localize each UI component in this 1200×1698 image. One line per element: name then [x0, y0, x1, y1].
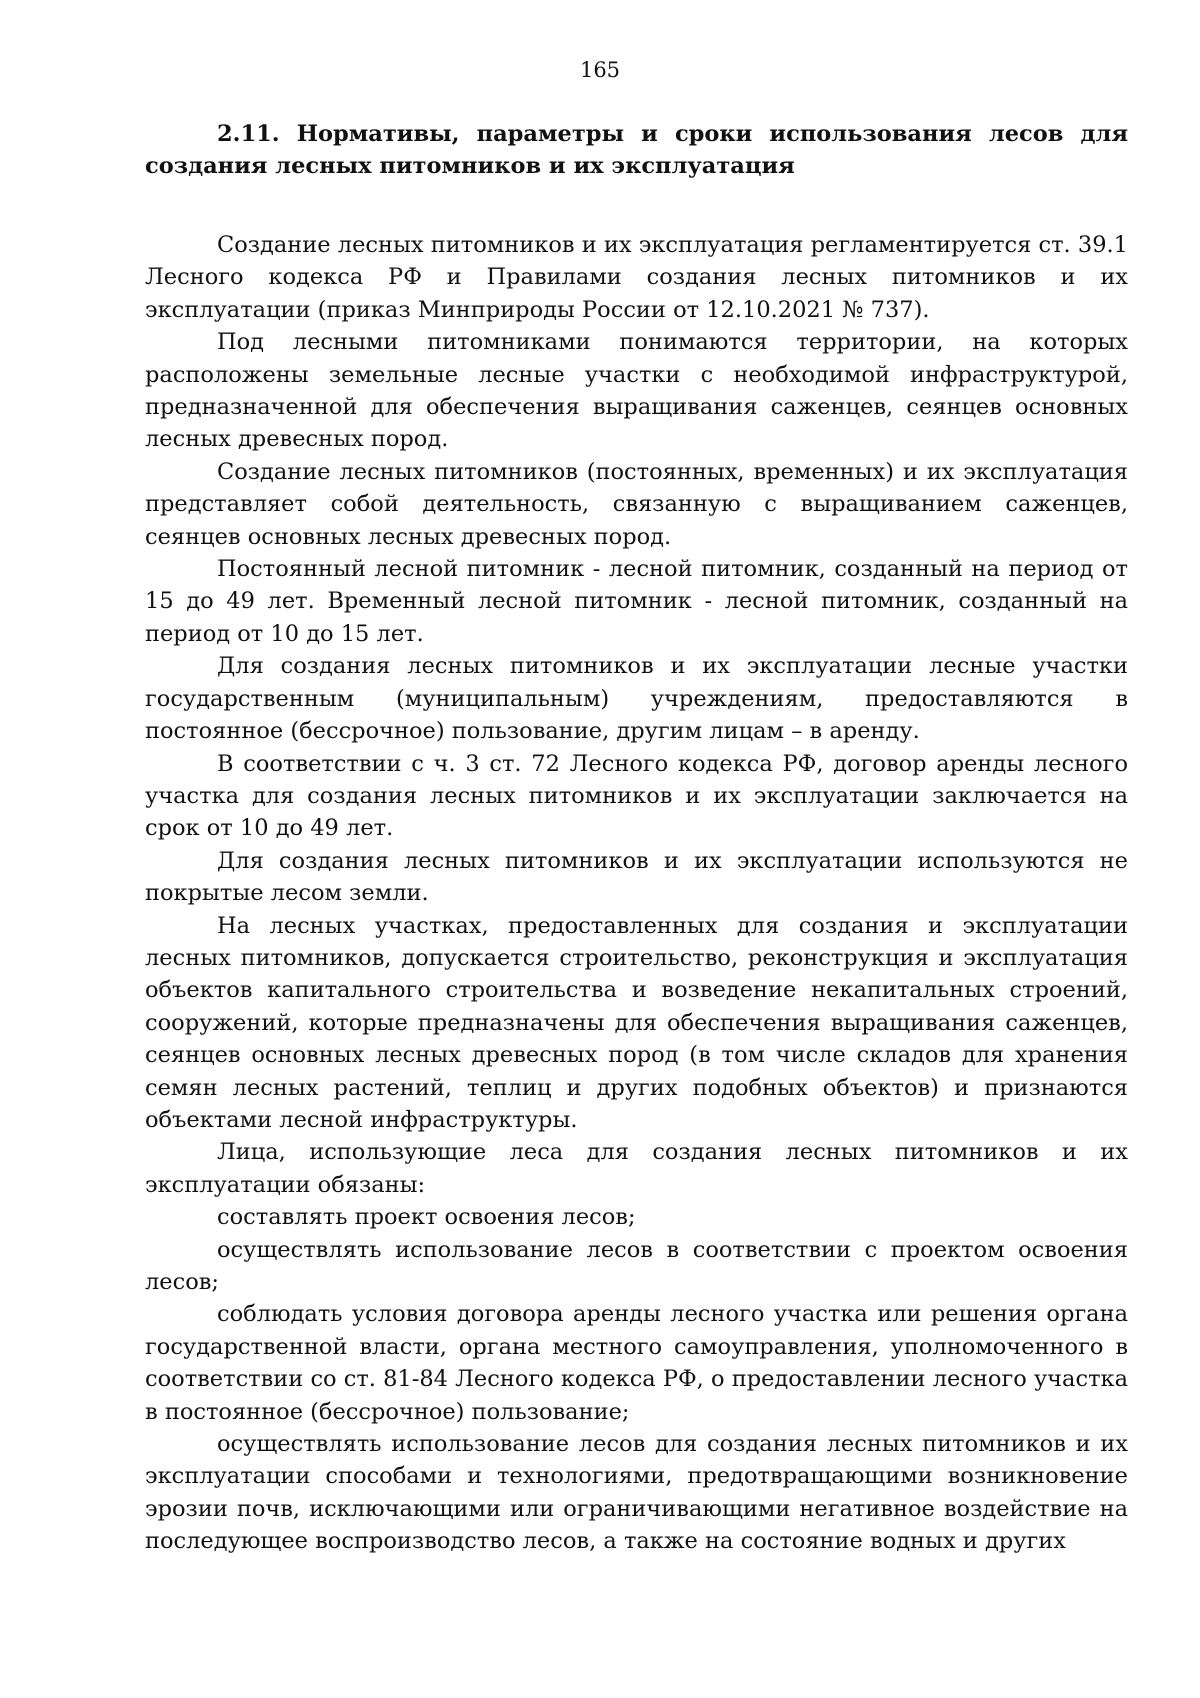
- page-number: 165: [579, 58, 621, 82]
- list-item: соблюдать условия договора аренды лесного участка или решения органа государственной власти, органа местного самоуправления, уполномоченного в соответствии со ст. 81-84 Лесного кодекса РФ, о предоставлении лесного участка в постоянное (бессрочное) пользование;: [145, 1301, 1128, 1425]
- page-content: [145, 118, 1128, 1558]
- paragraph: Создание лесных питомников (постоянных, временных) и их эксплуатация представляет собой деятельность, связанную с выращиванием саженцев, сеянцев основных лесных древесных пород.: [145, 458, 1128, 550]
- list-item: осуществлять использование лесов в соответствии с проектом освоения лесов;: [145, 1236, 1128, 1295]
- paragraph: Лица, использующие леса для создания лесных питомников и их эксплуатации обязаны:: [145, 1139, 1128, 1198]
- paragraph: Для создания лесных питомников и их эксплуатации лесные участки государственным (муниципальным) учреждениям, предоставляются в постоянное (бессрочное) пользование, другим лицам – в аренду.: [145, 653, 1128, 745]
- paragraph: На лесных участках, предоставленных для создания и эксплуатации лесных питомников, допускается строительство, реконструкция и эксплуатация объектов капитального строительства и возведение некапитальных строений, сооружений, которые предназначены для обеспечения выращивания саженцев, сеянцев основных лесных древесных пород (в том числе складов для хранения семян лесных растений, теплиц и других подобных объектов) и признаются объектами лесной инфраструктуры.: [145, 912, 1128, 1133]
- paragraph: Создание лесных питомников и их эксплуатация регламентируется ст. 39.1 Лесного кодекса РФ и Правилами создания лесных питомников и их эксплуатации (приказ Минприроды России от 12.10.2021 № 737).: [145, 232, 1128, 323]
- list-item: осуществлять использование лесов для создания лесных питомников и их эксплуатации способами и технологиями, предотвращающими возникновение эрозии почв, исключающими или ограничивающими негативное воздействие на последующее воспроизводство лесов, а также на состояние водных и других: [145, 1431, 1128, 1555]
- paragraph: Под лесными питомниками понимаются территории, на которых расположены земельные лесные участки с необходимой инфраструктурой, предназначенной для обеспечения выращивания саженцев, сеянцев основных лесных древесных пород.: [145, 329, 1128, 453]
- paragraph: Постоянный лесной питомник - лесной питомник, созданный на период от 15 до 49 лет. Временный лесной питомник - лесной питомник, созданный на период от 10 до 15 лет.: [145, 556, 1128, 647]
- list-item: составлять проект освоения лесов;: [217, 1204, 636, 1231]
- paragraph: Для создания лесных питомников и их эксплуатации используются не покрытые лесом земли.: [145, 847, 1128, 907]
- paragraph: В соответствии с ч. 3 ст. 72 Лесного кодекса РФ, договор аренды лесного участка для создания лесных питомников и их эксплуатации заключается на срок от 10 до 49 лет.: [145, 750, 1128, 842]
- section-heading: 2.11. Нормативы, параметры и сроки использования лесов для создания лесных питомников и их эксплуатация: [145, 121, 1128, 179]
